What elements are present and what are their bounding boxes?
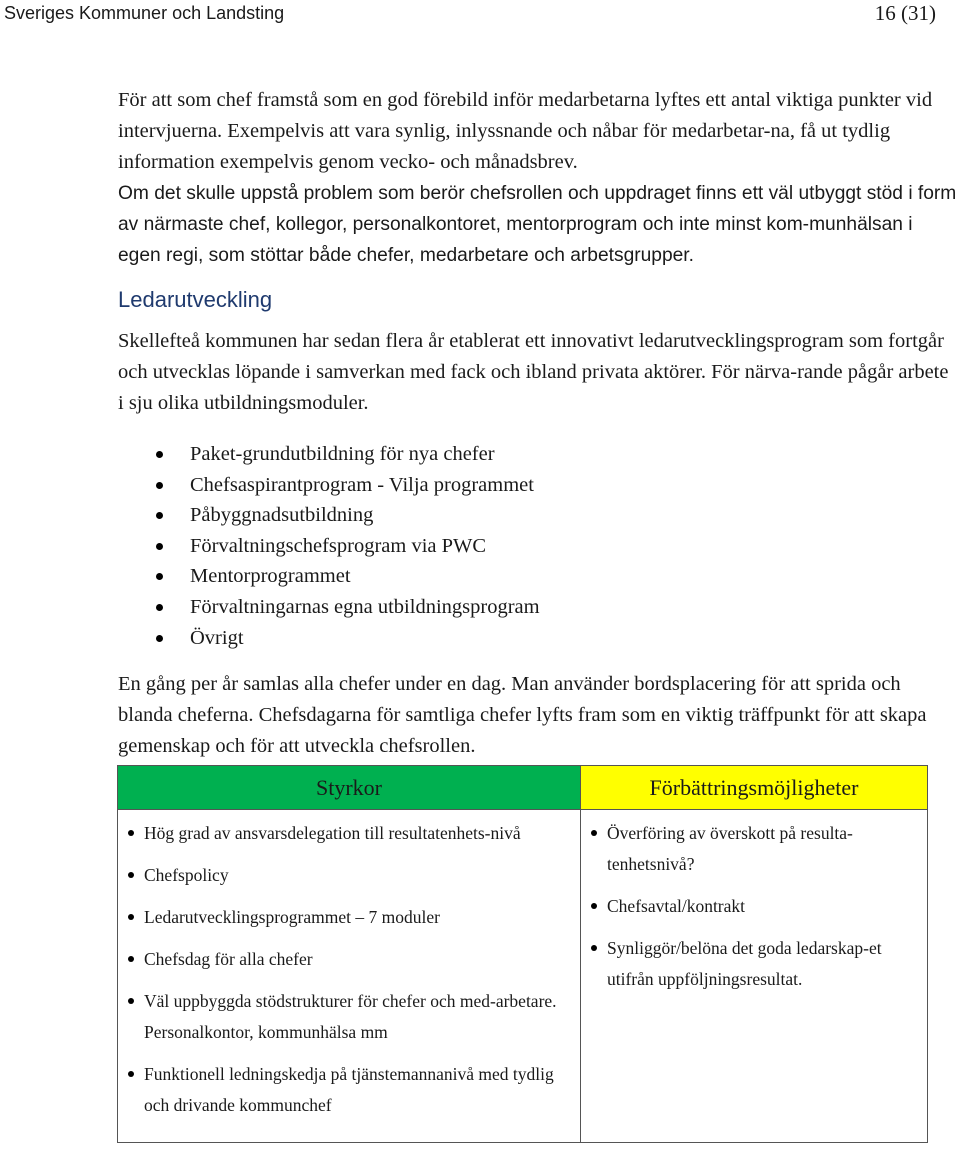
improvements-header: Förbättringsmöjligheter [581,766,928,810]
bullet-icon [128,998,134,1004]
bullet-icon [128,872,134,878]
list-item: Paket-grundutbildning för nya chefer [118,439,958,470]
list-item: Förvaltningarnas egna utbildningsprogram [118,592,958,623]
list-item: Övrigt [118,623,958,654]
section-heading: Ledarutveckling [118,287,273,312]
strengths-list [118,810,580,1142]
list-item: Mentorprogrammet [118,561,958,592]
bullet-icon [128,914,134,920]
improvements-cell [581,810,928,1143]
page-number: 16 (31) [874,1,936,25]
bullet-icon [156,512,163,519]
list-item: Väl uppbyggda stödstrukturer för chefer och med-arbetare. Personalkontor, kommunhälsa mm [124,986,568,1048]
list-item: Funktionell ledningskedja på tjänstemannanivå med tydlig och drivande kommunchef [124,1059,568,1121]
bullet-icon [156,482,163,489]
bullet-icon [156,543,163,550]
list-item: Hög grad av ansvarsdelegation till resultatenhets-nivå [124,818,568,849]
improvements-list [581,810,927,1016]
page-header [0,0,960,30]
bullet-icon [156,573,163,580]
bullet-icon [128,830,134,836]
paragraph-intro: För att som chef framstå som en god förebild inför medarbetarna lyftes ett antal viktiga punkter vid intervjuerna. Exempelvis att vara synlig, inlyssnande och nåbar för medarbetar-na, få ut tydlig information exempelvis genom vecko- och månadsbrev. [118,89,933,173]
list-item: Påbyggnadsutbildning [118,500,958,531]
bullet-icon [591,903,597,909]
bullet-icon [156,604,163,611]
list-item: Chefsdag för alla chefer [124,944,568,975]
strengths-header: Styrkor [118,766,581,810]
bullet-icon [156,635,163,642]
list-item: Chefsaspirantprogram - Vilja programmet [118,470,958,501]
bullet-icon [591,830,597,836]
bullet-icon [128,1071,134,1077]
bullet-icon [128,956,134,962]
list-item: Chefspolicy [124,860,568,891]
paragraph-program: Skellefteå kommunen har sedan flera år etablerat ett innovativt ledarutvecklingsprogram som fortgår och utvecklas löpande i samverkan med fack och ibland privata aktörer. För närva-rande pågår arbete i sju olika utbildningsmoduler. [118,330,949,414]
list-item: Synliggör/belöna det goda ledarskap-et utifrån uppföljningsresultat. [587,933,915,995]
paragraph-yearly: En gång per år samlas alla chefer under en dag. Man använder bordsplacering för att sprida och blanda cheferna. Chefsdagarna för samtliga chefer lyfts fram som en viktig träffpunkt för att skapa gemenskap och för att utveckla chefsrollen. [118,673,927,758]
strengths-cell [118,810,581,1143]
paragraph-support: Om det skulle uppstå problem som berör chefsrollen och uppdraget finns ett väl utbyggt stöd i form av närmaste chef, kollegor, personalkontoret, mentorprogram och inte minst kom-munhälsan i egen regi, som stöttar både chefer, medarbetare och arbetsgrupper. [118,183,957,266]
list-item: Ledarutvecklingsprogrammet – 7 moduler [124,902,568,933]
module-list [118,439,958,653]
bullet-icon [591,945,597,951]
strengths-improvements-table [117,765,928,1143]
list-item: Chefsavtal/kontrakt [587,891,915,922]
organization-name: Sveriges Kommuner och Landsting [4,3,285,23]
document-body [118,85,958,762]
list-item: Förvaltningschefsprogram via PWC [118,531,958,562]
list-item: Överföring av överskott på resulta-tenhetsnivå? [587,818,915,880]
bullet-icon [156,451,163,458]
